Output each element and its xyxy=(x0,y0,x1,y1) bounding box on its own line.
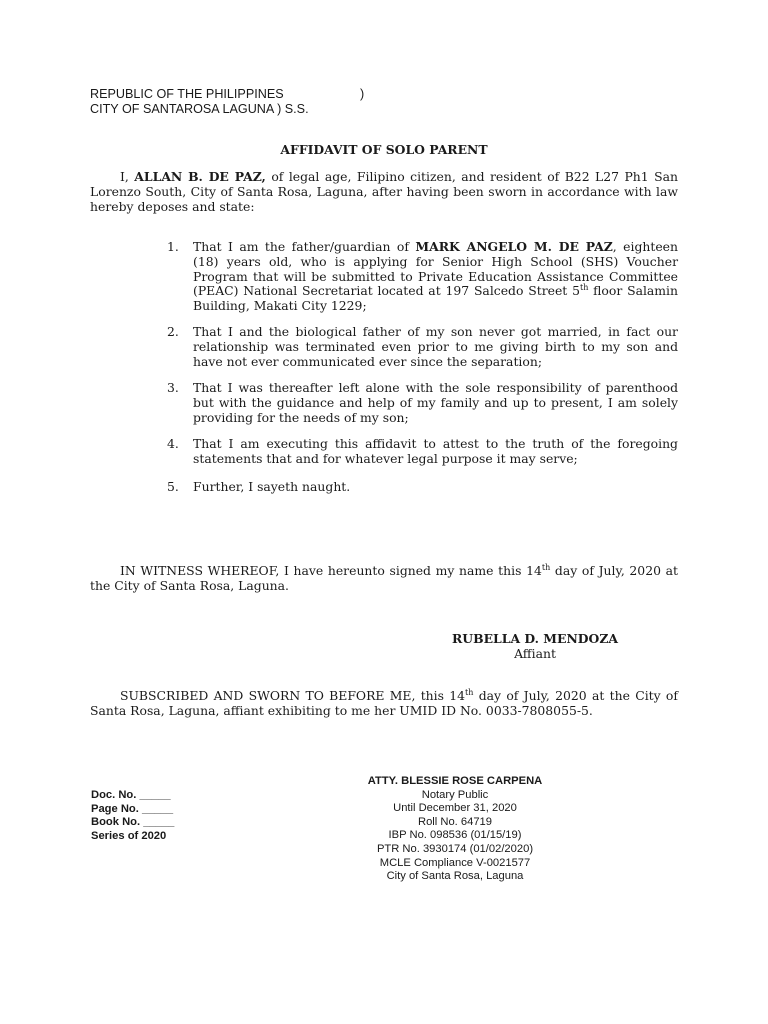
document-title: AFFIDAVIT OF SOLO PARENT xyxy=(280,142,488,157)
page-no: Page No. _____ xyxy=(91,802,174,815)
witness-text-b: day of July, 2020 at the City of Santa Rosa, Laguna. xyxy=(90,563,678,593)
item-1-text-c: floor Salamin Building, Makati City 1229; xyxy=(193,283,679,314)
book-no: Book No. _____ xyxy=(91,816,175,829)
item-number: 1. xyxy=(167,239,179,254)
series-no: Series of 2020 xyxy=(91,829,167,842)
item-number: 2. xyxy=(167,324,179,339)
item-text: Further, I sayeth naught. xyxy=(193,479,351,494)
notary-mcle: MCLE Compliance V-0021577 xyxy=(379,856,531,869)
notary-block xyxy=(320,775,590,884)
ordinal-suffix: th xyxy=(465,687,474,697)
item-text: That I and the biological father of my son never got married, in fact our relationship was terminated even prior to me giving birth to my son and have not ever communicated ever since the separation; xyxy=(193,324,678,369)
affiant-name: RUBELLA D. MENDOZA xyxy=(452,631,618,646)
child-name: MARK ANGELO M. DE PAZ xyxy=(415,239,613,254)
notary-title: Notary Public xyxy=(421,788,489,801)
item-1-text-a: That I am the father/guardian of xyxy=(193,239,416,254)
item-text: That I am executing this affidavit to attest to the truth of the foregoing statements that and for whatever legal purpose it may serve; xyxy=(193,436,678,466)
item-number: 4. xyxy=(167,436,179,451)
caption-city: CITY OF SANTAROSA LAGUNA ) S.S. xyxy=(90,102,309,116)
doc-no: Doc. No. _____ xyxy=(91,789,171,801)
notary-ibp: IBP No. 098536 (01/15/19) xyxy=(388,829,522,842)
notary-roll: Roll No. 64719 xyxy=(417,815,492,828)
intro-paragraph xyxy=(90,170,678,214)
caption-republic: REPUBLIC OF THE PHILIPPINES xyxy=(90,87,284,101)
ordinal-suffix: th xyxy=(579,283,589,293)
jurat-paragraph xyxy=(90,689,678,719)
witness-paragraph xyxy=(90,564,678,594)
item-number: 5. xyxy=(167,479,179,494)
item-text: That I was thereafter left alone with the sole responsibility of parenthood but with the guidance and help of my family and up to present, I am solely providing for the needs of my son; xyxy=(193,380,678,425)
item-1-text-b: , eighteen (18) years old, who is applying for Senior High School (SHS) Voucher Program that will be submitted to Private Education Assistance Committee (PEAC) National Secretariat located at 197 Salcedo Street 5 xyxy=(193,239,678,299)
notary-name: ATTY. BLESSIE ROSE CARPENA xyxy=(367,775,543,787)
doc-register-block xyxy=(91,789,174,843)
item-text xyxy=(193,240,678,314)
affiant-name-inline: ALLAN B. DE PAZ, xyxy=(134,169,266,184)
intro-rest: of legal age, Filipino citizen, and resident of B22 L27 Ph1 San Lorenzo South, City of Santa Rosa, Laguna, after having been sworn in accordance with law hereby deposes and state: xyxy=(90,169,678,214)
jurat-text-a: SUBSCRIBED AND SWORN TO BEFORE ME, this 14 xyxy=(120,688,466,703)
witness-text-a: IN WITNESS WHEREOF, I have hereunto signed my name this 14 xyxy=(120,563,542,578)
affiant-signature-block xyxy=(380,632,690,662)
notary-city: City of Santa Rosa, Laguna xyxy=(386,870,524,883)
intro-lead: I, xyxy=(120,169,135,184)
caption-paren: ) xyxy=(360,87,365,101)
affiant-label: Affiant xyxy=(514,645,556,661)
jurat-text-b: day of July, 2020 at the City of Santa Rosa, Laguna, affiant exhibiting to me her UMID ID No. 0033-7808055-5. xyxy=(90,688,678,718)
notary-commission: Until December 31, 2020 xyxy=(393,802,517,815)
item-number: 3. xyxy=(167,380,179,395)
notary-ptr: PTR No. 3930174 (01/02/2020) xyxy=(376,842,534,855)
ordinal-suffix: th xyxy=(541,562,551,572)
venue-caption xyxy=(90,87,490,117)
